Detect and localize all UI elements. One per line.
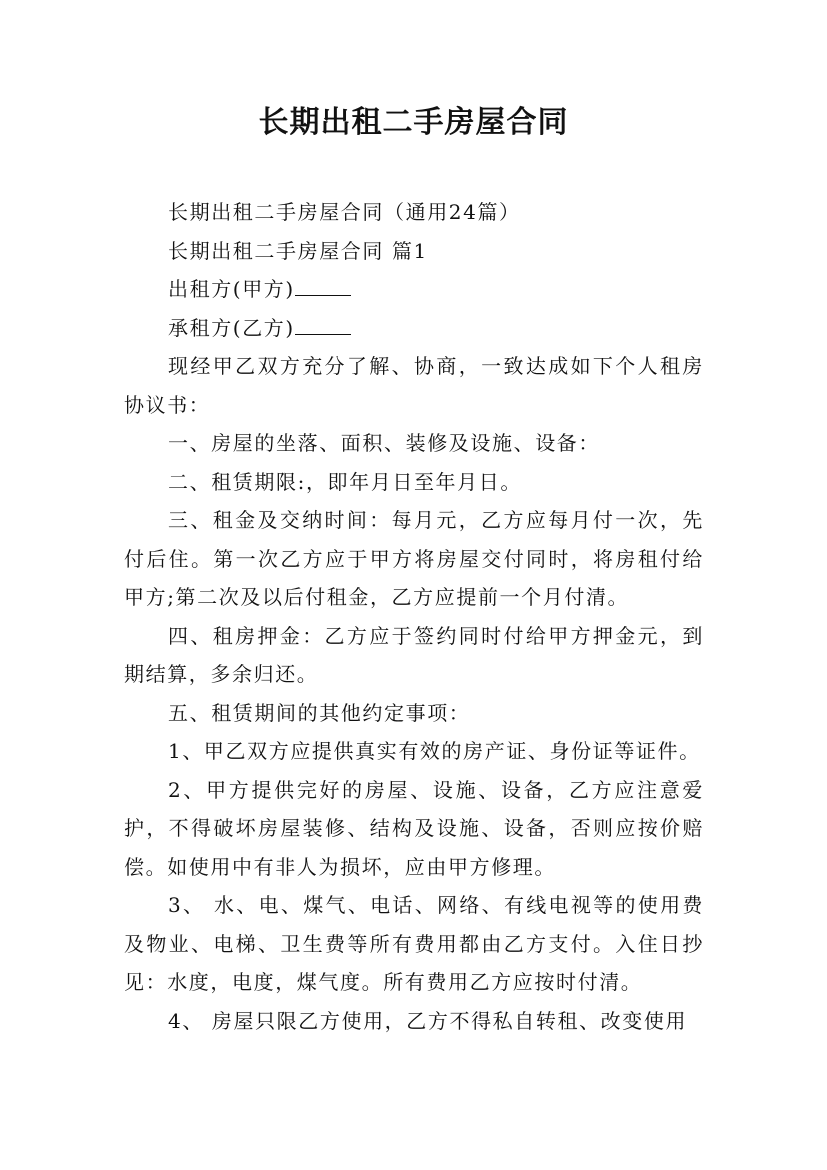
paragraph-item-1: 1、甲乙双方应提供真实有效的房产证、身份证等证件。 bbox=[168, 739, 701, 763]
document-body bbox=[124, 193, 704, 1040]
paragraph-item-2: 2、甲方提供完好的房屋、设施、设备，乙方应注意爱护，不得破坏房屋装修、结构及设施、设备，否则应按价赔偿。如使用中有非人为损坏，应由甲方修理。 bbox=[124, 777, 704, 879]
document-title: 长期出租二手房屋合同 bbox=[258, 105, 569, 140]
paragraph-clause-5: 五、租赁期间的其他约定事项： bbox=[168, 700, 471, 725]
paragraph-clause-2: 二、租赁期限:，即年月日至年月日。 bbox=[168, 469, 522, 494]
blank-line bbox=[295, 314, 351, 335]
paragraph-clause-4: 四、租房押金：乙方应于签约同时付给甲方押金元，到期结算，多余归还。 bbox=[124, 623, 704, 686]
paragraph-lessee: 承租方(乙方) bbox=[124, 309, 704, 348]
paragraph-section-heading: 长期出租二手房屋合同 篇1 bbox=[168, 238, 428, 263]
paragraph-item-3: 3、 水、电、煤气、电话、网络、有线电视等的使用费及物业、电梯、卫生费等所有费用都由乙方支付。入住日抄见：水度，电度，煤气度。所有费用乙方应按时付清。 bbox=[124, 893, 704, 994]
paragraph-clause-3: 三、租金及交纳时间：每月元，乙方应每月付一次，先付后住。第一次乙方应于甲方将房屋交付同时，将房租付给甲方;第二次及以后付租金，乙方应提前一个月付清。 bbox=[124, 508, 704, 609]
paragraph-subtitle: 长期出租二手房屋合同（通用24篇） bbox=[168, 200, 521, 224]
blank-line bbox=[295, 275, 351, 296]
paragraph-clause-1: 一、房屋的坐落、面积、装修及设施、设备： bbox=[168, 431, 600, 455]
paragraph-intro: 现经甲乙双方充分了解、协商，一致达成如下个人租房协议书： bbox=[124, 354, 704, 417]
paragraph-lessor: 出租方(甲方) bbox=[124, 270, 704, 309]
paragraph-item-4: 4、 房屋只限乙方使用，乙方不得私自转租、改变使用 bbox=[168, 1008, 688, 1033]
